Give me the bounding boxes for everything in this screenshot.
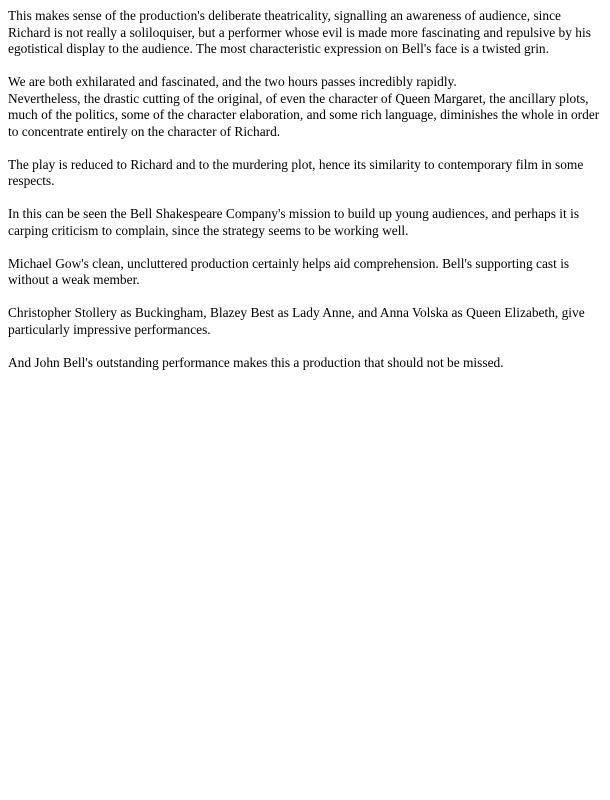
paragraph-company-mission: In this can be seen the Bell Shakespeare Company's mission to build up young audiences, and perhaps it is carping criticism to complain, since the strategy seems to be working well. [8, 206, 580, 238]
paragraph-exhilarated: We are both exhilarated and fascinated, and the two hours passes incredibly rapidly. [8, 74, 457, 89]
paragraph-cutting: Nevertheless, the drastic cutting of the original, of even the character of Queen Margaret, the ancillary plots, much of the politics, some of the character elaboration, and some rich language, diminishes the whole in order to concentrate entirely on the character of Richard. [8, 90, 600, 139]
review-article [0, 0, 610, 371]
paragraph-performances: Christopher Stollery as Buckingham, Blazey Best as Lady Anne, and Anna Volska as Queen Elizabeth, give particularly impressive performances. [8, 305, 585, 337]
paragraph-murdering-plot: The play is reduced to Richard and to the murdering plot, hence its similarity to contemporary film in some respects. [8, 156, 584, 188]
paragraph-theatricality: This makes sense of the production's deliberate theatricality, signalling an awareness of audience, since Richard is not really a soliloquiser, but a performer whose evil is made more fascinating and repulsive by his egotistical display to the audience. The most characteristic expression on Bell's face is a twisted grin. [8, 8, 591, 56]
paragraph-conclusion: And John Bell's outstanding performance makes this a production that should not be missed. [8, 354, 504, 370]
paragraph-production-cast: Michael Gow's clean, uncluttered production certainly helps aid comprehension. Bell's supporting cast is without a weak member. [8, 255, 570, 287]
